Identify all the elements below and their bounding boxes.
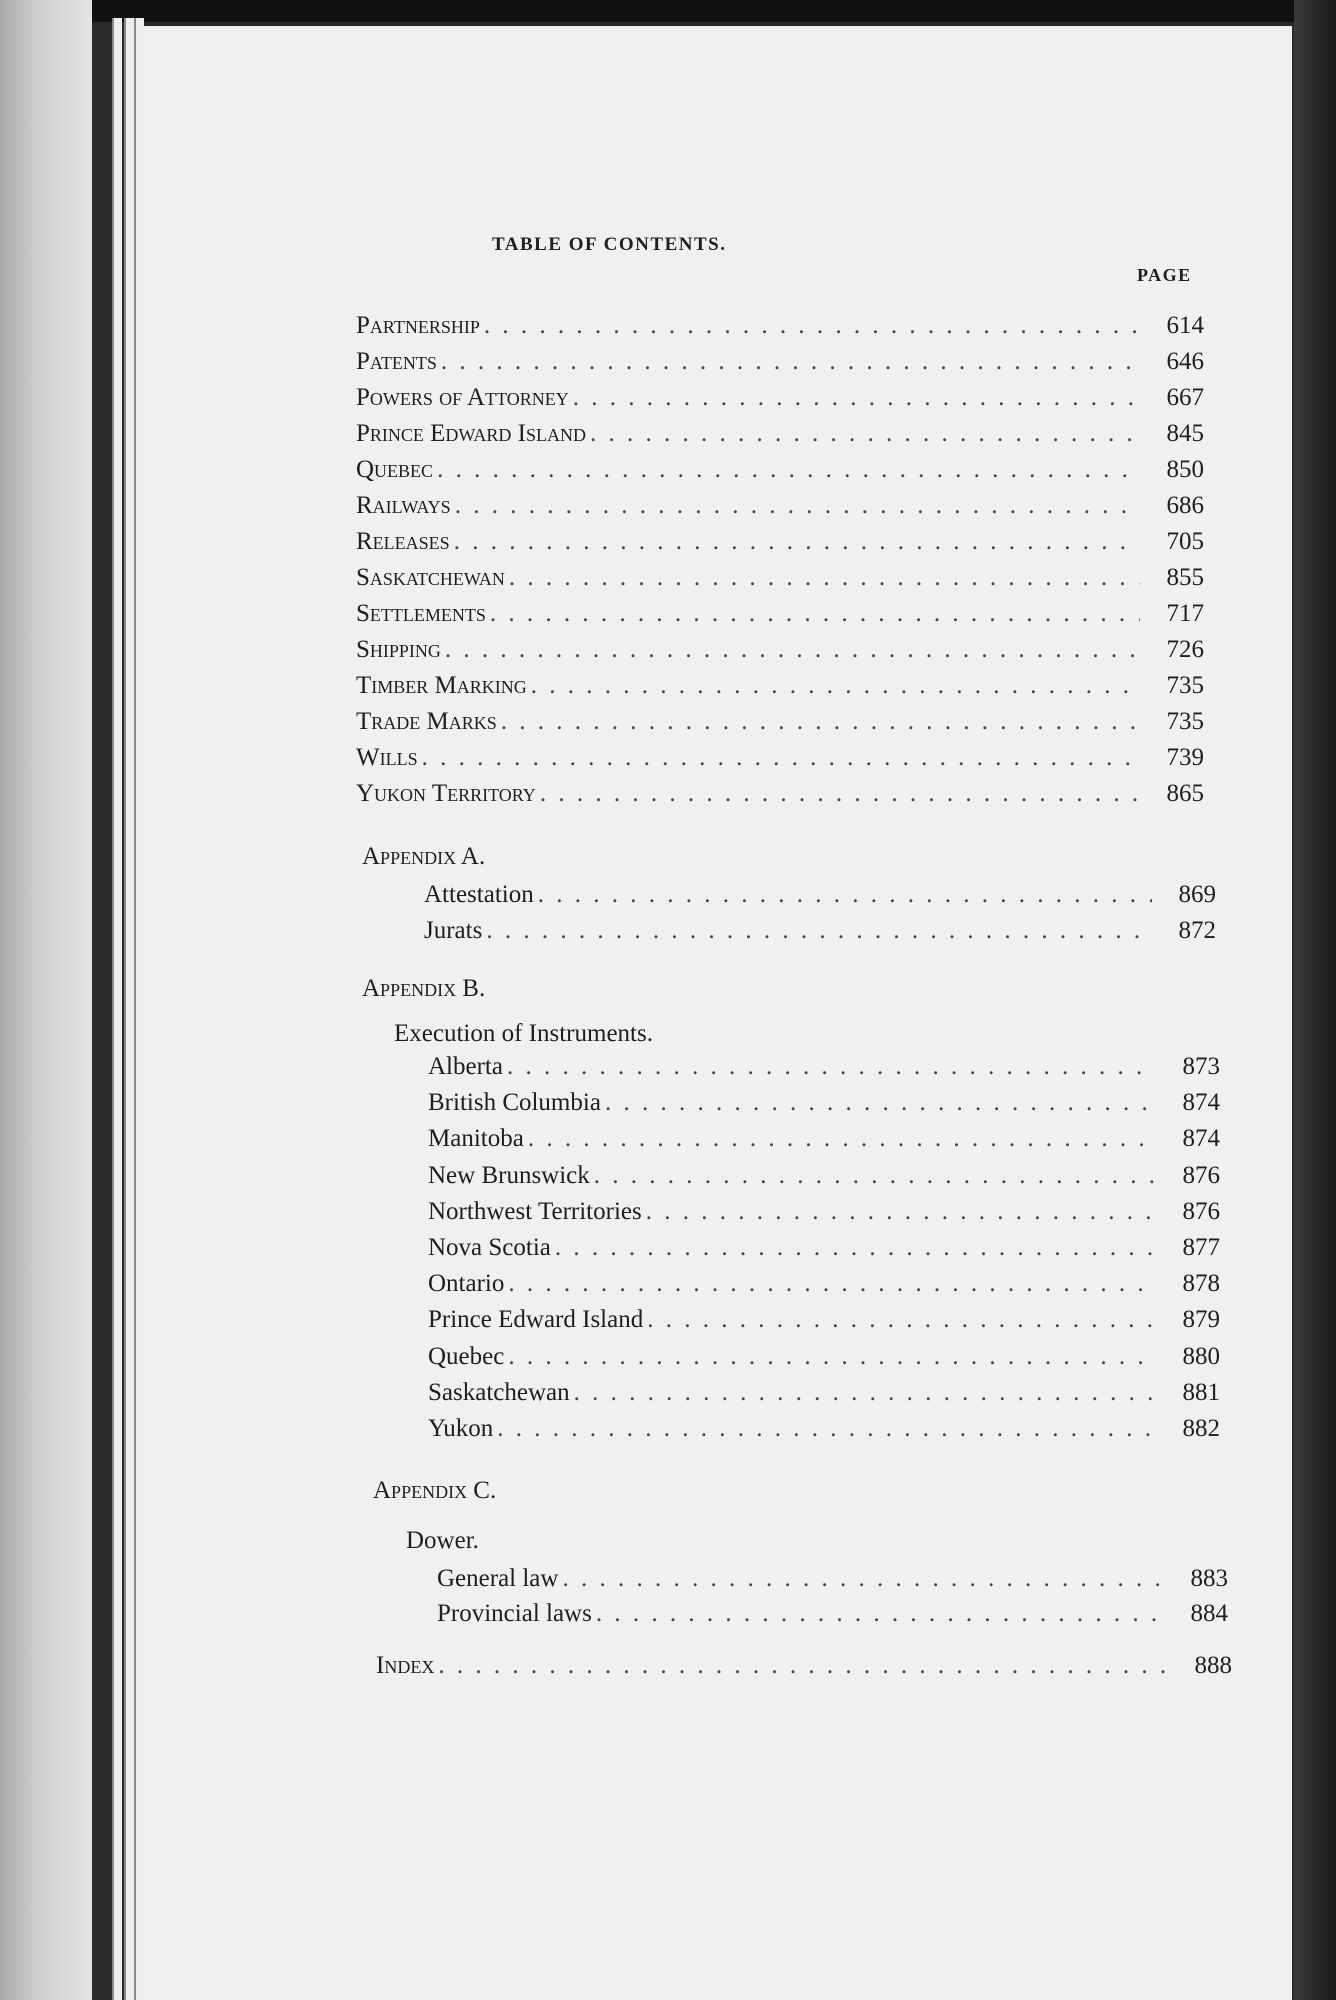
toc-entry-page: 878 [1182, 1270, 1220, 1298]
dot-leader [596, 1600, 1164, 1628]
toc-entry-label: Shipping [356, 636, 441, 663]
toc-entry [424, 881, 1216, 913]
toc-entry-label: Trade Marks [356, 708, 497, 735]
toc-entry-label: Prince Edward Island [428, 1306, 644, 1334]
toc-entry [356, 564, 1204, 596]
toc-entry-label: Settlements [356, 600, 486, 627]
toc-entry-page: 882 [1182, 1415, 1220, 1442]
scan-left-margin [0, 0, 92, 2000]
toc-entry-label: Wills [356, 744, 418, 771]
toc-entry-page: 888 [1194, 1652, 1232, 1679]
toc-entry [356, 744, 1204, 776]
toc-entry-page: 876 [1182, 1161, 1220, 1189]
toc-entry [356, 528, 1204, 560]
toc-entry [356, 780, 1204, 812]
dot-leader [486, 917, 1152, 945]
toc-entry-page: 667 [1166, 384, 1204, 411]
page-title: TABLE OF CONTENTS. [492, 234, 727, 255]
toc-entry-page: 646 [1166, 348, 1204, 375]
dot-leader [574, 1379, 1156, 1407]
toc-entry [437, 1600, 1228, 1632]
toc-entry-label: Timber Marking [356, 672, 527, 699]
dot-leader [454, 528, 1140, 556]
toc-entry [356, 312, 1204, 344]
toc-entry-page: 876 [1182, 1197, 1220, 1225]
toc-entry [428, 1415, 1220, 1447]
dot-leader [562, 1565, 1164, 1593]
toc-entry-page: 881 [1182, 1378, 1220, 1406]
toc-entry-label: Yukon [428, 1415, 494, 1442]
dot-leader [538, 881, 1152, 909]
dot-leader [573, 384, 1140, 412]
dot-leader [528, 1125, 1156, 1153]
toc-entry [356, 708, 1204, 740]
dot-leader [490, 600, 1140, 628]
dot-leader [555, 1234, 1156, 1262]
toc-entry [356, 420, 1204, 452]
dot-leader [437, 456, 1140, 484]
toc-entry-page: 686 [1166, 492, 1204, 519]
dot-leader [507, 1053, 1156, 1081]
toc-entry-page: 877 [1182, 1234, 1220, 1261]
toc-entry [437, 1565, 1228, 1597]
toc-entry-label: New Brunswick [428, 1161, 590, 1189]
toc-entry-page: 874 [1182, 1125, 1220, 1153]
toc-entry-page: 705 [1166, 528, 1204, 555]
toc-entry [428, 1053, 1220, 1085]
toc-entry-page: 850 [1166, 456, 1204, 483]
dot-leader [590, 420, 1140, 448]
toc-entry [356, 384, 1204, 416]
toc-entry-page: 726 [1166, 636, 1204, 663]
dot-leader [646, 1198, 1156, 1226]
page-stack-edge [112, 18, 122, 2000]
dot-leader [647, 1306, 1156, 1334]
dot-leader [497, 1415, 1156, 1443]
toc-entry [356, 456, 1204, 488]
scan-right-border [1294, 0, 1336, 2000]
dot-leader [438, 1652, 1168, 1680]
toc-entry [376, 1652, 1232, 1684]
toc-entry [428, 1198, 1220, 1230]
toc-entry-label: Alberta [428, 1053, 503, 1080]
toc-entry-label: Ontario [428, 1270, 505, 1298]
dot-leader [531, 672, 1140, 700]
appendix-heading: Appendix C. [373, 1477, 497, 1504]
dot-leader [509, 564, 1140, 592]
toc-entry-page: 884 [1190, 1600, 1228, 1627]
toc-entry-label: Partnership [356, 312, 480, 339]
dot-leader [508, 1343, 1156, 1371]
page-column-heading: PAGE [1137, 265, 1192, 285]
toc-entry [356, 636, 1204, 668]
toc-entry-page: 845 [1166, 420, 1204, 447]
appendix-heading: Appendix A. [362, 843, 486, 870]
toc-entry-label: Saskatchewan [428, 1378, 570, 1406]
toc-entry [428, 1089, 1220, 1121]
dot-leader [445, 636, 1140, 664]
toc-entry-label: Saskatchewan [356, 564, 505, 591]
toc-entry-label: Prince Edward Island [356, 420, 586, 447]
toc-entry-label: Nova Scotia [428, 1234, 551, 1261]
toc-entry [428, 1343, 1220, 1375]
toc-entry [428, 1162, 1220, 1194]
toc-entry-label: British Columbia [428, 1089, 601, 1117]
appendix-subheading: Execution of Instruments. [394, 1020, 653, 1047]
toc-entry [356, 348, 1204, 380]
toc-entry-page: 880 [1182, 1342, 1220, 1370]
toc-entry-page: 717 [1166, 600, 1204, 627]
appendix-heading: Appendix B. [362, 975, 486, 1002]
dot-leader [540, 780, 1140, 808]
toc-entry [428, 1125, 1220, 1157]
toc-entry-page: 739 [1166, 744, 1204, 771]
toc-entry-label: Railways [356, 492, 451, 519]
dot-leader [455, 492, 1140, 520]
toc-entry [428, 1306, 1220, 1338]
toc-entry-page: 735 [1166, 708, 1204, 735]
toc-entry-label: Quebec [428, 1342, 505, 1370]
toc-entry [356, 672, 1204, 704]
toc-entry-page: 872 [1178, 917, 1216, 944]
page-stack-edge [124, 18, 134, 2000]
scan-top-border [0, 0, 1336, 22]
dot-leader [484, 312, 1140, 340]
toc-entry-label: Provincial laws [437, 1600, 592, 1627]
dot-leader [508, 1270, 1156, 1298]
toc-entry-label: Attestation [424, 881, 534, 908]
toc-entry-label: Patents [356, 348, 437, 375]
toc-entry-page: 883 [1190, 1565, 1228, 1592]
toc-entry-label: Jurats [424, 917, 483, 944]
toc-entry-label: Releases [356, 528, 450, 555]
toc-entry [356, 492, 1204, 524]
toc-entry-label: Quebec [356, 456, 434, 483]
toc-entry-page: 855 [1166, 564, 1204, 591]
toc-entry-label: General law [437, 1565, 559, 1592]
dot-leader [501, 708, 1140, 736]
appendix-subheading: Dower. [406, 1527, 479, 1554]
toc-entry-page: 865 [1166, 780, 1204, 807]
page-stack-edge [134, 18, 144, 2000]
dot-leader [605, 1089, 1156, 1117]
toc-entry-page: 874 [1182, 1089, 1220, 1117]
toc-entry [428, 1234, 1220, 1266]
toc-entry-page: 614 [1166, 312, 1204, 339]
toc-entry-label: Manitoba [428, 1125, 524, 1153]
toc-entry-label: Northwest Territories [428, 1197, 642, 1225]
dot-leader [441, 348, 1140, 376]
dot-leader [422, 744, 1140, 772]
toc-entry-label: Index [376, 1652, 435, 1679]
toc-entry [424, 917, 1216, 949]
toc-entry-page: 879 [1182, 1306, 1220, 1334]
toc-entry-page: 873 [1182, 1053, 1220, 1080]
toc-entry [428, 1379, 1220, 1411]
toc-entry [356, 600, 1204, 632]
toc-entry-page: 735 [1166, 672, 1204, 699]
toc-entry-label: Powers of Attorney [356, 384, 569, 411]
toc-entry [428, 1270, 1220, 1302]
toc-entry-page: 869 [1178, 881, 1216, 908]
toc-entry-label: Yukon Territory [356, 780, 536, 807]
dot-leader [594, 1162, 1156, 1190]
